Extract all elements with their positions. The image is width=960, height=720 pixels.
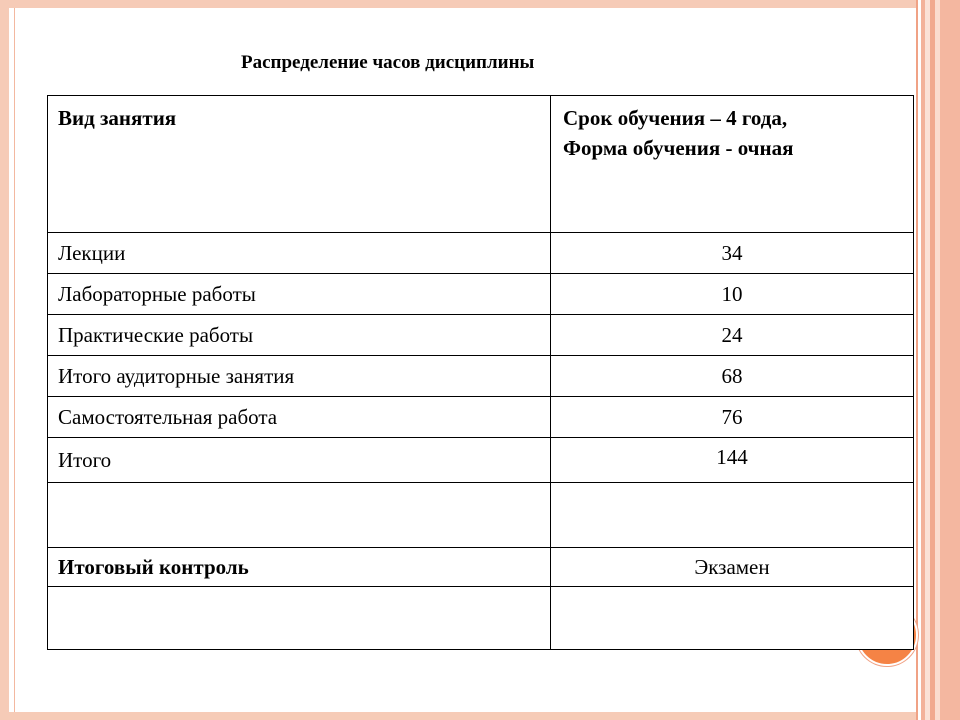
frame-right-stripes bbox=[918, 0, 960, 720]
header-study-term bbox=[551, 96, 914, 233]
empty-cell bbox=[551, 587, 914, 650]
table-empty-row bbox=[48, 483, 914, 548]
table-row bbox=[48, 274, 914, 315]
control-value: Экзамен bbox=[551, 548, 914, 587]
row-value: 76 bbox=[551, 397, 914, 438]
header-study-form-line2: Форма обучения - очная bbox=[563, 136, 794, 161]
row-label: Лабораторные работы bbox=[48, 274, 551, 315]
table-control-row bbox=[48, 548, 914, 587]
empty-cell bbox=[48, 483, 551, 548]
table-header-row bbox=[48, 96, 914, 233]
frame-top-border bbox=[0, 0, 960, 8]
row-label: Самостоятельная работа bbox=[48, 397, 551, 438]
frame-bottom-border bbox=[0, 712, 960, 720]
empty-cell bbox=[551, 483, 914, 548]
table-row bbox=[48, 315, 914, 356]
slide-title: Распределение часов дисциплины bbox=[241, 52, 535, 73]
table-empty-row bbox=[48, 587, 914, 650]
row-value: 24 bbox=[551, 315, 914, 356]
row-label: Практические работы bbox=[48, 315, 551, 356]
row-value: 144 bbox=[551, 438, 914, 483]
table-row bbox=[48, 397, 914, 438]
table-row bbox=[48, 233, 914, 274]
row-value: 34 bbox=[551, 233, 914, 274]
row-value: 68 bbox=[551, 356, 914, 397]
row-value: 10 bbox=[551, 274, 914, 315]
row-label: Итого bbox=[48, 438, 551, 483]
control-label: Итоговый контроль bbox=[48, 548, 551, 587]
header-study-term-line1: Срок обучения – 4 года, bbox=[563, 106, 788, 130]
hours-distribution-table bbox=[47, 95, 914, 650]
row-label: Итого аудиторные занятия bbox=[48, 356, 551, 397]
empty-cell bbox=[48, 587, 551, 650]
table-row bbox=[48, 356, 914, 397]
header-activity-type: Вид занятия bbox=[48, 96, 551, 233]
frame-inner-rule bbox=[14, 8, 15, 712]
row-label: Лекции bbox=[48, 233, 551, 274]
table-row bbox=[48, 438, 914, 483]
frame-left-border bbox=[0, 0, 9, 720]
